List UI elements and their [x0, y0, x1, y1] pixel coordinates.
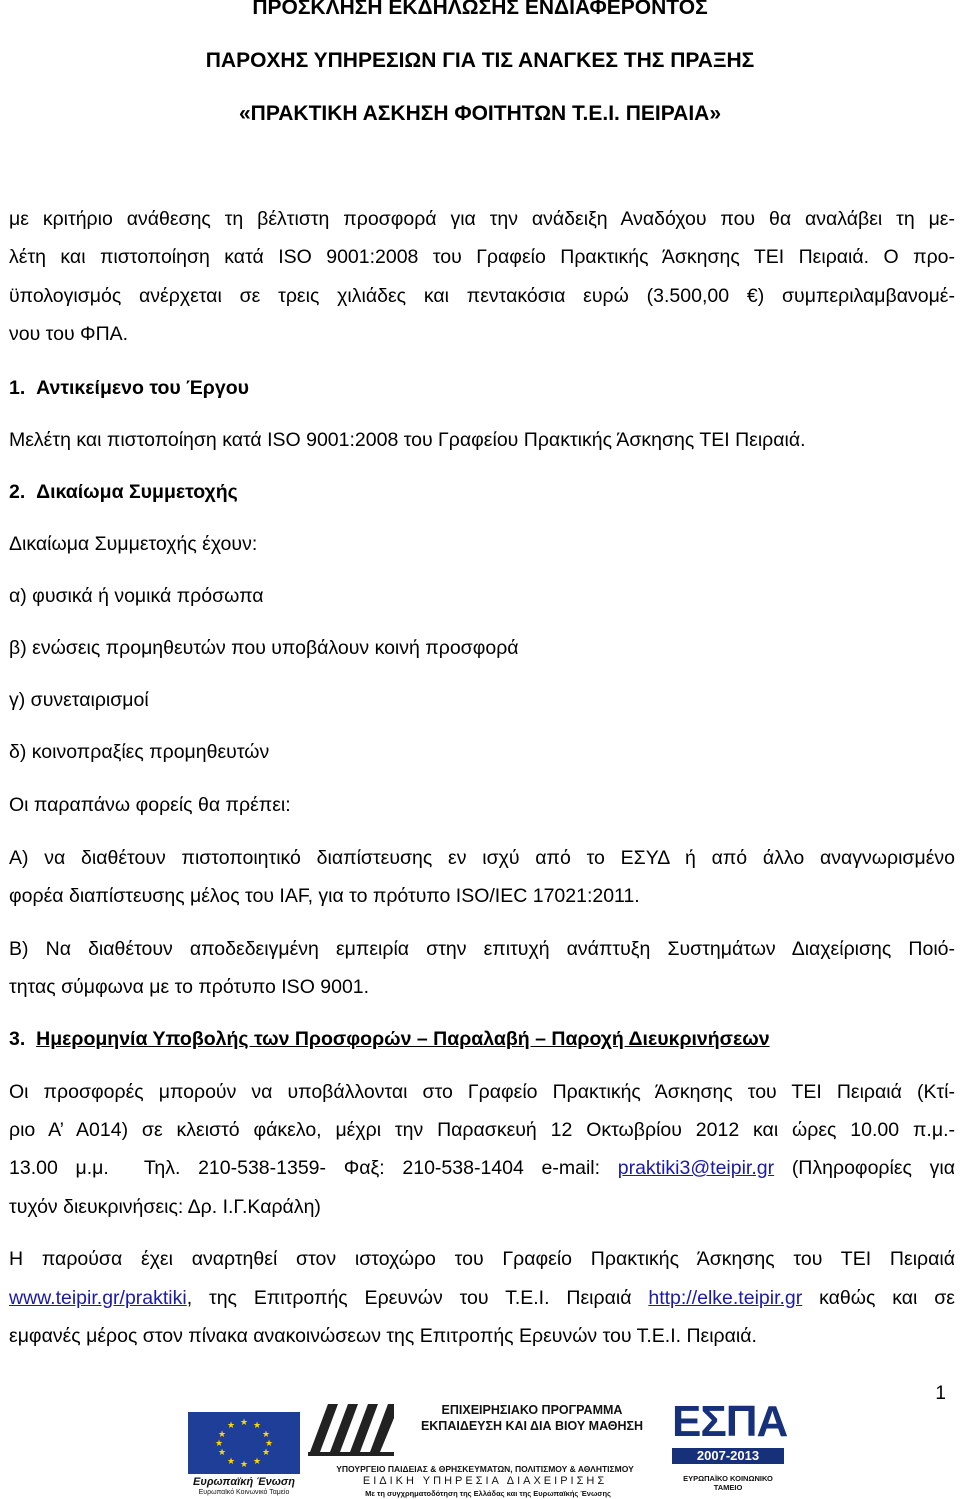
eu-label: Ευρωπαϊκή Ένωση	[193, 1476, 295, 1488]
page-number: 1	[935, 1383, 946, 1404]
section-3-heading	[9, 1026, 955, 1052]
list-item: α) φυσικά ή νομικά πρόσωπα	[9, 585, 264, 607]
special-service-label: ΕΙΔΙΚΗ ΥΠΗΡΕΣΙΑ ΔΙΑΧΕΙΡΙΣΗΣ	[362, 1475, 608, 1487]
section-1-text: Μελέτη και πιστοποίηση κατά ISO 9001:2008 του Γραφείου Πρακτικής Άσκησης ΤΕΙ Πειραιά.	[9, 429, 806, 451]
eu-logo	[188, 1412, 300, 1498]
program-emblem-icon	[308, 1398, 394, 1456]
section-3-p1-line-1: Οι προσφορές μπορούν να υποβάλλονται στο Γραφείο Πρακτικής Άσκησης του ΤΕΙ Πειραιά (Κτί-	[9, 1081, 955, 1103]
section-3-title: Ημερομηνία Υποβολής των Προσφορών – Παραλαβή – Παροχή Διευκρινήσεων	[36, 1028, 770, 1050]
list-item: δ) κοινοπραξίες προμηθευτών	[9, 741, 270, 763]
espa-fund-label: ΕΥΡΩΠΑΪΚΟ ΚΟΙΝΩΝΙΚΟ ΤΑΜΕΙΟ	[683, 1474, 773, 1492]
intro-line-3: ϋπολογισμός ανέρχεται σε τρεις χιλιάδες και πεντακόσια ευρώ (3.500,00 €) συμπεριλαμβανομέ-	[9, 285, 955, 307]
program-title: ΕΠΙΧΕΙΡΗΣΙΑΚΟ ΠΡΟΓΡΑΜΜΑ ΕΚΠΑΙΔΕΥΣΗ ΚΑΙ ΔΙΑ ΒΙΟΥ ΜΑΘΗΣΗ	[420, 1403, 644, 1433]
eu-flag-icon: ★ ★ ★ ★ ★ ★ ★ ★ ★ ★ ★ ★	[188, 1412, 300, 1474]
list-item: β) ενώσεις προμηθευτών που υποβάλουν κοινή προσφορά	[9, 637, 519, 659]
program-logo	[308, 1388, 662, 1499]
footer-logos	[0, 1388, 960, 1499]
title-line-1: ΠΡΟΣΚΛΗΣΗ ΕΚΔΗΛΩΣΗΣ ΕΝΔΙΑΦΕΡΟΝΤΟΣ	[252, 0, 708, 19]
eu-sub-label: Ευρωπαϊκό Κοινωνικό Ταμείο	[198, 1489, 290, 1496]
espa-years: 2007-2013	[672, 1448, 784, 1464]
section-1-heading	[9, 375, 955, 401]
section-2-number: 2.	[9, 481, 26, 503]
section-3-p2-line-3: εμφανές μέρος στον πίνακα ανακοινώσεων της Επιτροπής Ερευνών του Τ.Ε.Ι. Πειραιά.	[9, 1325, 757, 1347]
section-2-heading	[9, 479, 955, 505]
praktiki-website-link[interactable]: www.teipir.gr/praktiki	[9, 1287, 187, 1309]
requirements-intro: Οι παραπάνω φορείς θα πρέπει:	[9, 794, 291, 816]
section-3-p1-line-3	[9, 1155, 955, 1181]
intro-line-2: λέτη και πιστοποίηση κατά ISO 9001:2008 του Γραφείο Πρακτικής Άσκησης ΤΕΙ Πειραιά. Ο προ-	[9, 246, 955, 268]
list-item: γ) συνεταιρισμοί	[9, 689, 149, 711]
section-3-p1-line-4: τυχόν διευκρινήσεις: Δρ. Ι.Γ.Καράλη)	[9, 1196, 321, 1218]
cofund-label: Με τη συγχρηματοδότηση της Ελλάδας και της Ευρωπαϊκής Ένωσης	[365, 1489, 611, 1498]
requirement-a-line-2: φορέα διαπίστευσης μέλος του IAF, για το πρότυπο ISO/IEC 17021:2011.	[9, 885, 640, 907]
section-2-title: Δικαίωμα Συμμετοχής	[36, 481, 238, 503]
email-link[interactable]: praktiki3@teipir.gr	[617, 1157, 775, 1179]
section-3-p2-line-1: Η παρούσα έχει αναρτηθεί στον ιστοχώρο του Γραφείο Πρακτικής Άσκησης του ΤΕΙ Πειραιά	[9, 1248, 955, 1270]
title-line-2: ΠΑΡΟΧΗΣ ΥΠΗΡΕΣΙΩΝ ΓΙΑ ΤΙΣ ΑΝΑΓΚΕΣ ΤΗΣ ΠΡΑΞΗΣ	[205, 49, 755, 72]
title-line-3: «ΠΡΑΚΤΙΚΗ ΑΣΚΗΣΗ ΦΟΙΤΗΤΩΝ Τ.Ε.Ι. ΠΕΙΡΑΙΑ»	[238, 102, 722, 125]
elke-website-link[interactable]: http://elke.teipir.gr	[648, 1287, 803, 1309]
espa-logo	[672, 1397, 788, 1498]
requirement-b-line-2: τητας σύμφωνα με το πρότυπο ISO 9001.	[9, 976, 370, 998]
section-3-p2-line-2	[9, 1285, 955, 1311]
committee-text: , της Επιτροπής Ερευνών του Τ.Ε.Ι. Πειραιά	[186, 1287, 649, 1309]
contact-text: 13.00 μ.μ. Τηλ. 210-538-1359- Φαξ: 210-538-1404 e-mail:	[9, 1157, 618, 1179]
contact-text-end: (Πληροφορίες για	[774, 1157, 955, 1179]
section-3-number: 3.	[9, 1028, 26, 1050]
section-2-intro: Δικαίωμα Συμμετοχής έχουν:	[9, 533, 258, 555]
section-3-p1-line-2: ριο Α’ Α014) σε κλειστό φάκελο, μέχρι την Παρασκευή 12 Οκτωβρίου 2012 και ώρες 10.00 π.μ.-	[9, 1119, 955, 1141]
requirement-b-line-1: Β) Να διαθέτουν αποδεδειγμένη εμπειρία στην επιτυχή ανάπτυξη Συστημάτων Διαχείρισης Ποιό-	[9, 938, 955, 960]
section-1-number: 1.	[9, 377, 26, 399]
committee-text-end: καθώς και σε	[802, 1287, 955, 1309]
section-1-title: Αντικείμενο του Έργου	[36, 377, 249, 399]
intro-line-4: νου του ΦΠΑ.	[9, 323, 129, 345]
espa-wordmark: ΕΣΠΑ	[672, 1397, 788, 1446]
intro-line-1: με κριτήριο ανάθεσης τη βέλτιστη προσφορά για την ανάδειξη Αναδόχου που θα αναλάβει τη με-	[9, 208, 955, 230]
ministry-label: ΥΠΟΥΡΓΕΙΟ ΠΑΙΔΕΙΑΣ & ΘΡΗΣΚΕΥΜΑΤΩΝ, ΠΟΛΙΤΙΣΜΟΥ & ΑΘΛΗΤΙΣΜΟΥ	[336, 1464, 634, 1474]
requirement-a-line-1: Α) να διαθέτουν πιστοποιητικό διαπίστευσης εν ισχύ από το ΕΣΥΔ ή από άλλο αναγνωρισμένο	[9, 847, 955, 869]
